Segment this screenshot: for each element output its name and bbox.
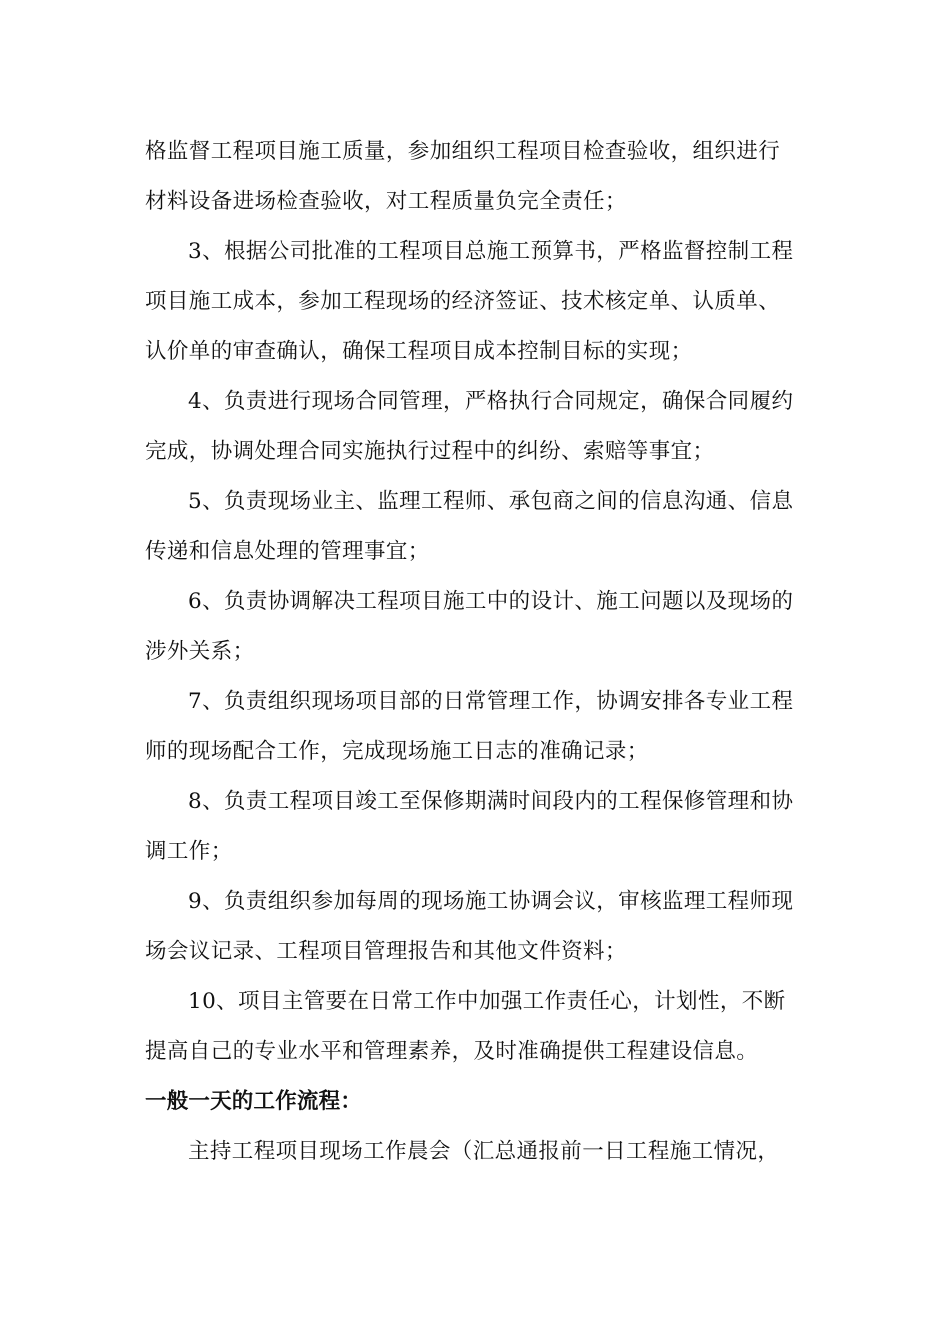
text-line: 材料设备进场检查验收，对工程质量负完全责任； [145, 189, 627, 214]
text-line: 场会议记录、工程项目管理报告和其他文件资料； [145, 939, 627, 964]
text-line: 提高自己的专业水平和管理素养，及时准确提供工程建设信息。 [145, 1039, 759, 1064]
text-line: 调工作； [145, 839, 233, 864]
document-page [145, 127, 810, 1177]
text-line: 10、项目主管要在日常工作中加强工作责任心，计划性，不断 [188, 989, 786, 1014]
text-line: 主持工程项目现场工作晨会（汇总通报前一日工程施工情况， [188, 1139, 780, 1164]
text-line: 3、根据公司批准的工程项目总施工预算书，严格监督控制工程 [188, 239, 794, 264]
text-line: 涉外关系； [145, 639, 255, 664]
text-line: 认价单的审查确认，确保工程项目成本控制目标的实现； [145, 339, 693, 364]
text-line: 9、负责组织参加每周的现场施工协调会议，审核监理工程师现 [188, 889, 794, 914]
text-line: 传递和信息处理的管理事宜； [145, 539, 430, 564]
text-line: 格监督工程项目施工质量，参加组织工程项目检查验收，组织进行 [145, 139, 781, 164]
text-line: 项目施工成本，参加工程现场的经济签证、技术核定单、认质单、 [145, 289, 781, 314]
text-line: 7、负责组织现场项目部的日常管理工作，协调安排各专业工程 [188, 689, 794, 714]
section-heading: 一般一天的工作流程： [145, 1089, 363, 1114]
text-line: 5、负责现场业主、监理工程师、承包商之间的信息沟通、信息 [188, 489, 794, 514]
text-line: 8、负责工程项目竣工至保修期满时间段内的工程保修管理和协 [188, 789, 794, 814]
text-line: 4、负责进行现场合同管理，严格执行合同规定，确保合同履约 [188, 389, 794, 414]
text-line: 师的现场配合工作，完成现场施工日志的准确记录； [145, 739, 649, 764]
text-line: 完成，协调处理合同实施执行过程中的纠纷、索赔等事宜； [145, 439, 715, 464]
text-line: 6、负责协调解决工程项目施工中的设计、施工问题以及现场的 [188, 589, 794, 614]
